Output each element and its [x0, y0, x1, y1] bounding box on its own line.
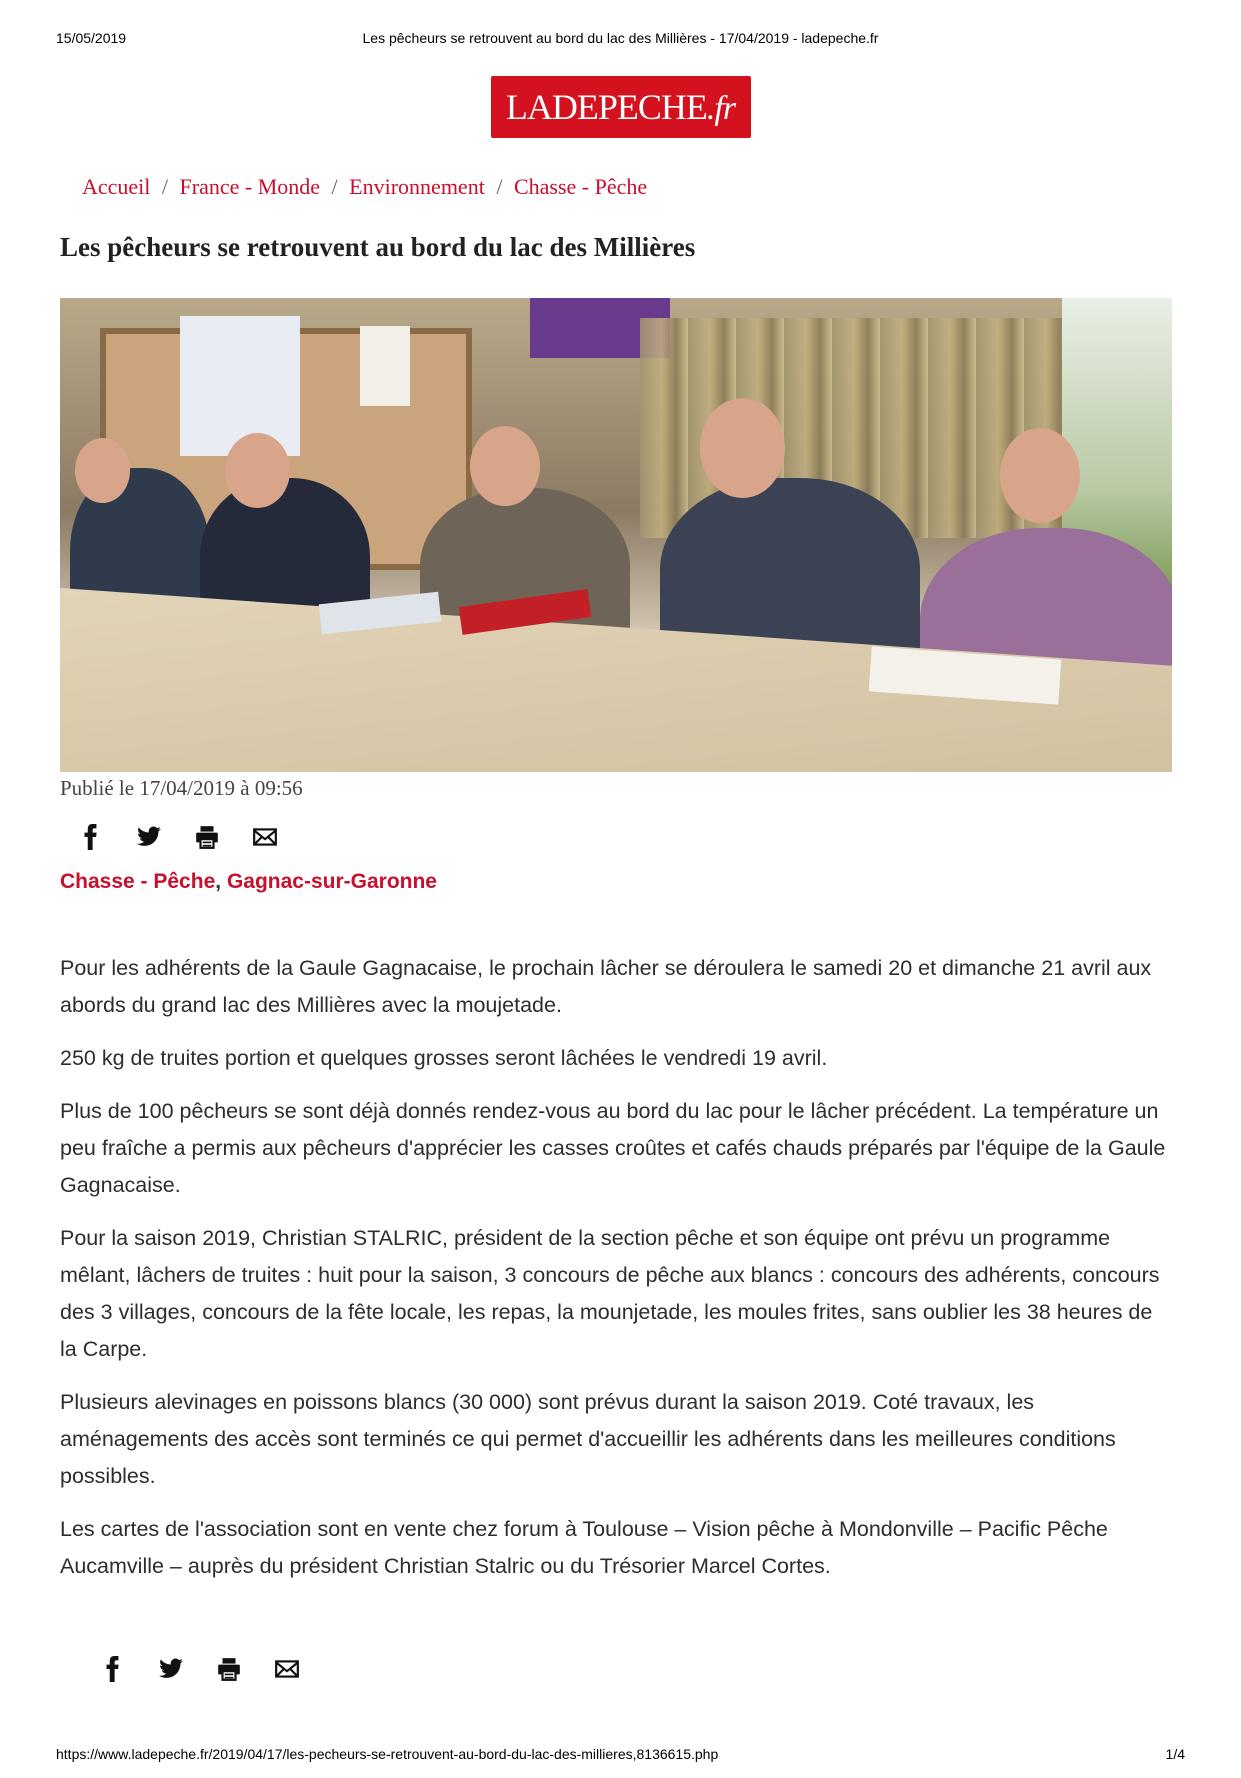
twitter-share-button[interactable] [154, 1652, 188, 1686]
print-button[interactable] [212, 1652, 246, 1686]
twitter-icon [158, 1656, 184, 1682]
site-logo[interactable] [491, 76, 751, 138]
print-icon [216, 1656, 242, 1682]
tag-link-chasse-peche[interactable]: Chasse - Pêche [60, 870, 216, 893]
article-paragraph: Pour les adhérents de la Gaule Gagnacaise, le prochain lâcher se déroulera le samedi 20 et dimanche 21 avril aux abords du grand lac des Millières avec la moujetade. [60, 956, 1152, 1017]
tag-link-gagnac-sur-garonne[interactable]: Gagnac-sur-Garonne [226, 870, 437, 893]
logo-suffix: .fr [706, 90, 736, 127]
article-paragraph: Pour la saison 2019, Christian STALRIC, président de la section pêche et son équipe ont prévu un programme mêlant, lâchers de truites : huit pour la saison, 3 concours de pêche aux blancs : concours des adhérents, concours des 3 villages, concours de la fête locale, les repas, la mounjetade, les moules frites, sans oublier les 38 heures de la Carpe. [60, 1226, 1160, 1361]
print-url: https://www.ladepeche.fr/2019/04/17/les-pecheurs-se-retrouvent-au-bord-du-lac-des-millieres,8136615.php [56, 1746, 719, 1762]
article-body [60, 950, 1172, 1601]
article-tags [60, 870, 437, 894]
mail-icon [274, 1656, 300, 1682]
facebook-share-button[interactable] [96, 1652, 130, 1686]
breadcrumb-separator: / [331, 174, 338, 199]
twitter-share-button[interactable] [132, 820, 166, 854]
twitter-icon [136, 824, 162, 850]
print-date: 15/05/2019 [56, 30, 127, 46]
print-header [56, 30, 1185, 50]
tag-separator: , [215, 870, 222, 893]
article-headline: Les pêcheurs se retrouvent au bord du lac des Millières [60, 232, 696, 262]
article-photo [60, 298, 1172, 772]
print-button[interactable] [190, 820, 224, 854]
article-paragraph: Plus de 100 pêcheurs se sont déjà donnés rendez-vous au bord du lac pour le lâcher précédent. La température un peu fraîche a permis aux pêcheurs d'apprécier les casses croûtes et cafés chauds préparés par l'équipe de la Gaule Gagnacaise. [60, 1099, 1166, 1197]
print-document-title: Les pêcheurs se retrouvent au bord du lac des Millières - 17/04/2019 - ladepeche.fr [362, 30, 879, 46]
logo-container [0, 76, 1241, 138]
article-paragraph: Plusieurs alevinages en poissons blancs (30 000) sont prévus durant la saison 2019. Coté travaux, les aménagements des accès sont terminés ce qui permet d'accueillir les adhérents dans les meilleures conditions possibles. [60, 1390, 1116, 1488]
breadcrumb-link-france-monde[interactable]: France - Monde [179, 174, 321, 199]
mail-icon [252, 824, 278, 850]
breadcrumb-separator: / [161, 174, 169, 199]
print-footer [56, 1746, 1185, 1766]
breadcrumb-link-environnement[interactable]: Environnement [349, 174, 485, 199]
breadcrumb-link-chasse-peche[interactable]: Chasse - Pêche [513, 174, 648, 199]
article-paragraph: Les cartes de l'association sont en vente chez forum à Toulouse – Vision pêche à Mondonville – Pacific Pêche Aucamville – auprès du président Christian Stalric ou du Trésorier Marcel Cortes. [60, 1517, 1108, 1578]
print-icon [194, 824, 220, 850]
share-bar-bottom [96, 1652, 304, 1686]
facebook-icon [100, 1656, 126, 1682]
article-paragraph: 250 kg de truites portion et quelques grosses seront lâchées le vendredi 19 avril. [60, 1046, 828, 1070]
email-share-button[interactable] [270, 1652, 304, 1686]
email-share-button[interactable] [248, 820, 282, 854]
breadcrumb-separator: / [496, 174, 503, 199]
publish-date: Publié le 17/04/2019 à 09:56 [60, 776, 303, 800]
page-number: 1/4 [1165, 1746, 1185, 1762]
breadcrumb [82, 174, 647, 200]
facebook-share-button[interactable] [74, 820, 108, 854]
share-bar-top [74, 820, 282, 854]
breadcrumb-link-accueil[interactable]: Accueil [82, 174, 151, 199]
facebook-icon [78, 824, 104, 850]
logo-text: LADEPECHE [505, 87, 707, 127]
